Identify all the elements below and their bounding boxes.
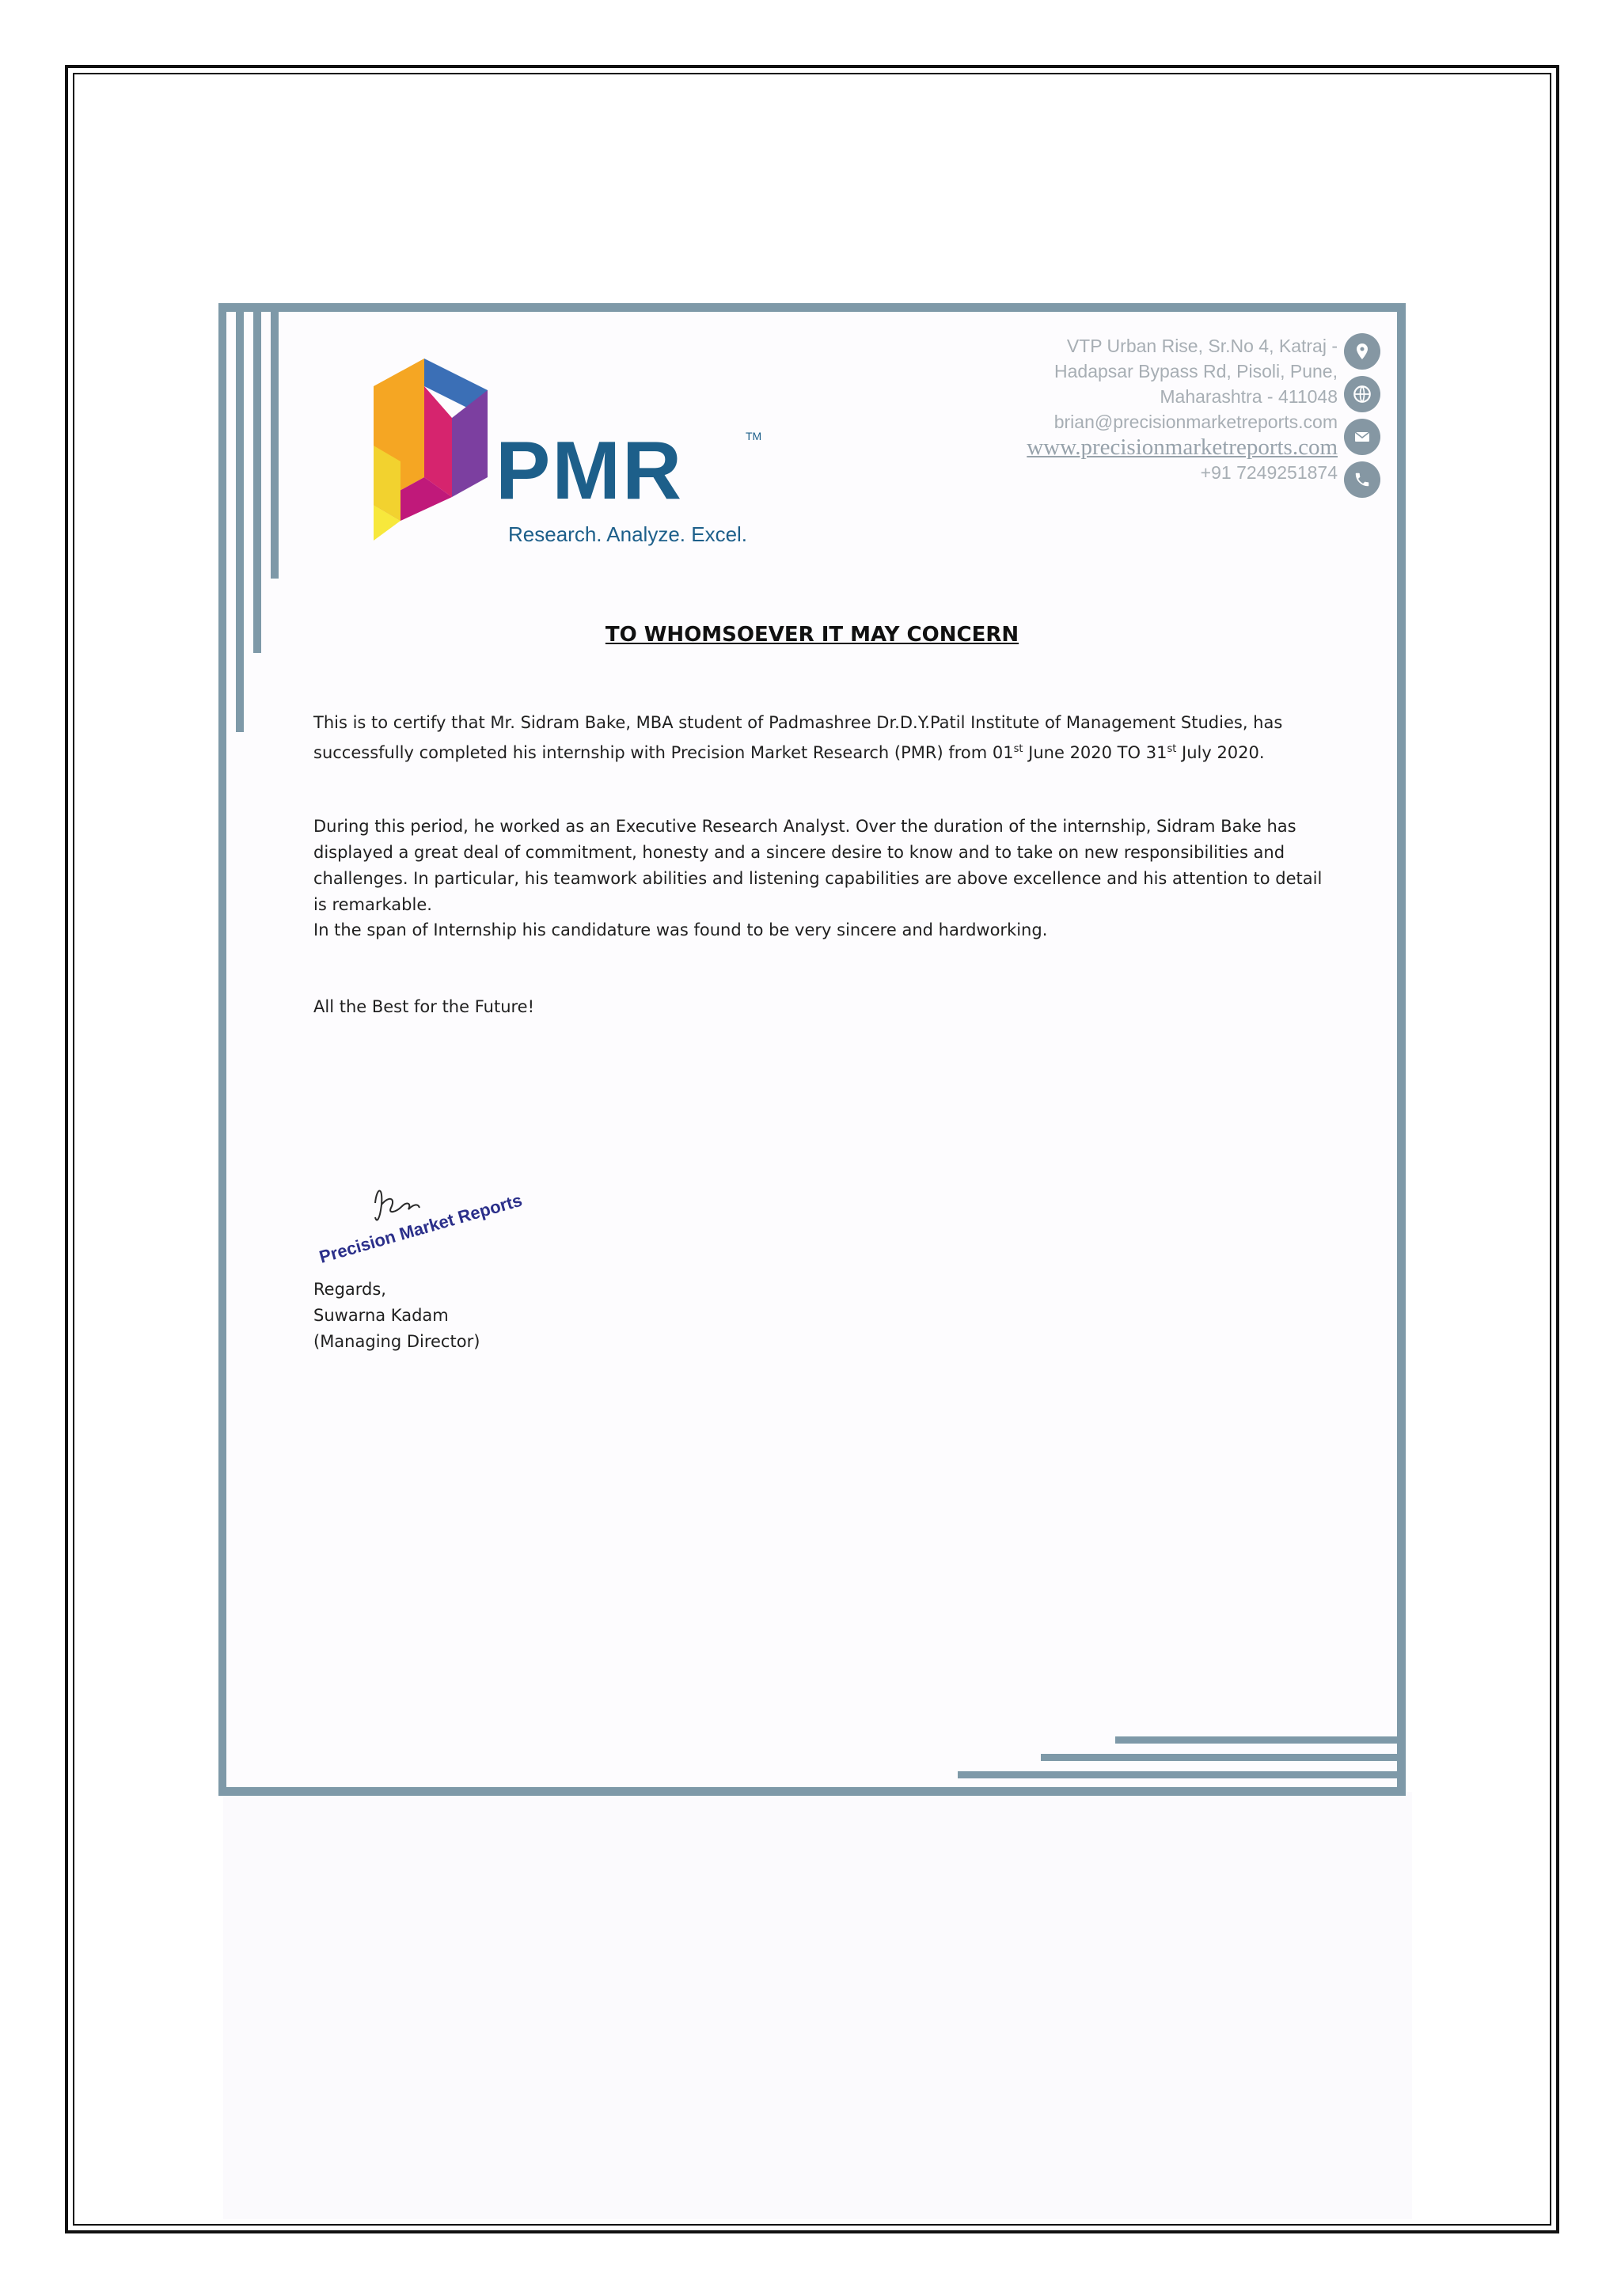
phone-icon (1344, 461, 1380, 498)
letter-heading: TO WHOMSOEVER IT MAY CONCERN (605, 623, 1019, 647)
contact-email: brian@precisionmarketreports.com (1053, 412, 1338, 432)
decor-horizontal-bar (1041, 1754, 1397, 1761)
location-icon (1344, 333, 1380, 370)
contact-website: www.precisionmarketreports.com (1027, 435, 1338, 460)
logo-tagline: Research. Analyze. Excel. (508, 522, 748, 546)
decor-horizontal-bar (1115, 1736, 1397, 1744)
logo-trademark: TM (746, 430, 762, 442)
address-line: Hadapsar Bypass Rd, Pisoli, Pune, (1054, 361, 1338, 381)
page-background-shade (223, 1792, 1412, 2219)
paragraph-certification: This is to certify that Mr. Sidram Bake, MBA student of Padmashree Dr.D.Y.Patil Institute of Management Studies, has successfully completed his internship with Precision Market Research (PMR) from 01st June 2020 TO 31st July 2020. (313, 713, 1283, 762)
decor-vertical-bar (271, 303, 279, 579)
contact-icons (1344, 333, 1385, 504)
pmr-logo (369, 359, 762, 546)
paragraph-candidature: In the span of Internship his candidature was found to be very sincere and hardworking. (313, 920, 1048, 939)
letter-frame-right (1397, 303, 1406, 1796)
stamp-text: Precision Market Reports (317, 1190, 525, 1267)
paragraph-wishes: All the Best for the Future! (313, 997, 535, 1016)
letter-frame-top (218, 303, 1406, 312)
paragraph-performance: During this period, he worked as an Executive Research Analyst. Over the duration of the internship, Sidram Bake has displayed a great deal of commitment, honesty and a sincere desire to know and to take on new responsibilities and challenges. In particular, his teamwork abilities and listening capabilities are above excellence and his attention to detail is remarkable. (313, 817, 1323, 914)
contact-phone: +91 7249251874 (1200, 462, 1338, 483)
pmr-logo-mark (369, 359, 503, 541)
email-icon (1344, 419, 1380, 455)
signatory-name: Suwarna Kadam (313, 1306, 449, 1325)
decor-horizontal-bar (958, 1771, 1397, 1778)
regards-text: Regards, (313, 1280, 386, 1299)
signatory-title: (Managing Director) (313, 1332, 480, 1351)
company-stamp-signature (313, 1171, 551, 1282)
globe-icon (1344, 376, 1380, 412)
certificate-letter (218, 303, 1406, 1796)
letter-frame-left (218, 303, 226, 1796)
address-line: VTP Urban Rise, Sr.No 4, Katraj - (1066, 336, 1338, 356)
letter-frame-bottom (218, 1787, 1406, 1796)
decor-vertical-bar (253, 303, 261, 653)
decor-vertical-bar (236, 303, 244, 732)
logo-wordmark: PMR (495, 425, 684, 517)
contact-block (863, 333, 1338, 485)
address-line: Maharashtra - 411048 (1160, 386, 1338, 407)
